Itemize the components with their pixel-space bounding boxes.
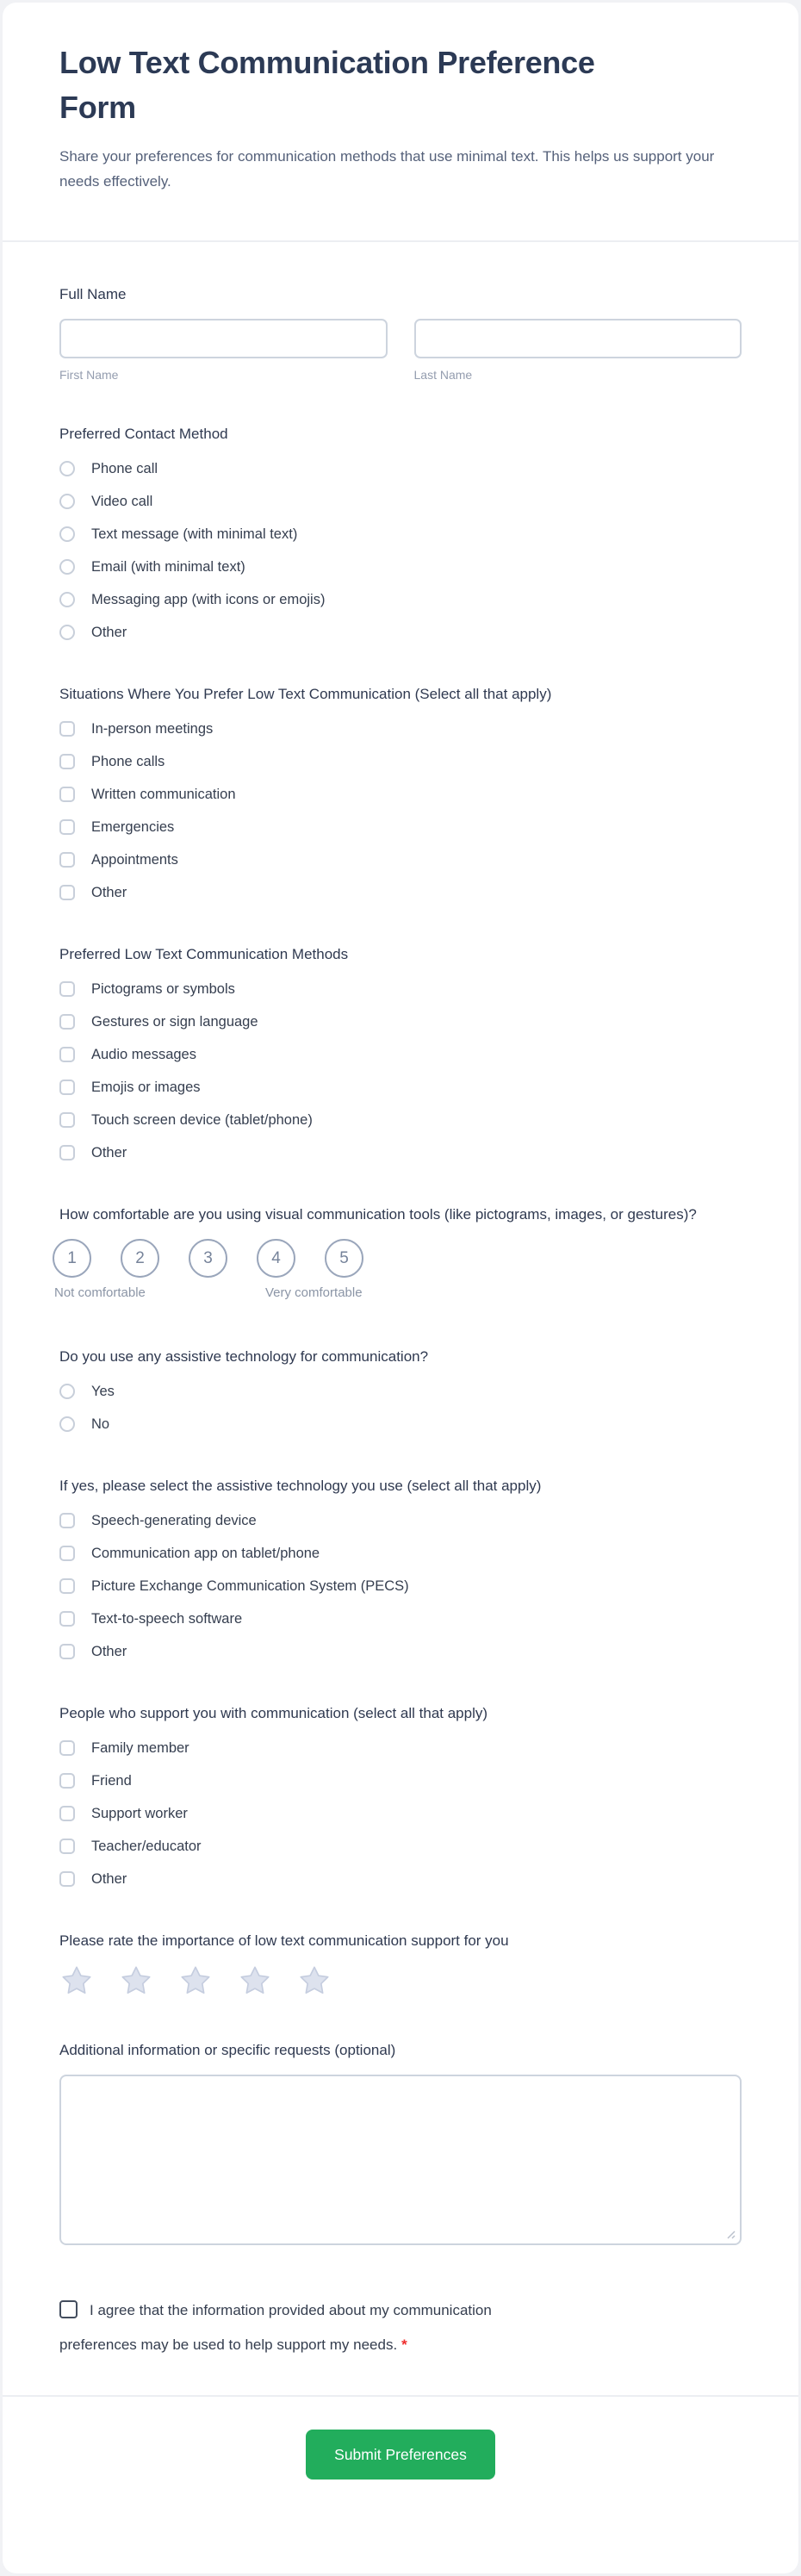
radio-button[interactable] [59,526,75,542]
checkbox-label: Speech-generating device [91,1512,257,1528]
checkbox-option-emergencies[interactable] [59,818,742,837]
submit-button[interactable]: Submit Preferences [306,2430,495,2480]
checkbox[interactable] [59,1513,75,1528]
additional-section [59,2039,742,2245]
checkbox-label: Emojis or images [91,1079,201,1095]
agreement-row [59,2293,559,2362]
checkbox[interactable] [59,1644,75,1659]
checkbox-label: Gestures or sign language [91,1013,258,1030]
additional-label: Additional information or specific requests (optional) [59,2042,396,2058]
checkbox[interactable] [59,754,75,769]
first-name-sublabel: First Name [59,368,119,382]
header-divider [3,240,798,242]
last-name-sublabel: Last Name [413,368,473,382]
checkbox-label: Other [91,884,127,900]
checkbox-option-communication-app[interactable] [59,1544,742,1563]
checkbox[interactable] [59,787,75,802]
form-subtitle: Share your preferences for communication methods that use minimal text. This helps us support your needs effectively. [59,148,715,190]
radio-label: Yes [91,1383,115,1399]
checkbox-label: Other [91,1643,127,1659]
radio-label: Video call [91,493,153,509]
checkbox-option-gestures[interactable] [59,1012,742,1031]
radio-option-yes[interactable] [59,1382,742,1401]
checkbox-label: Friend [91,1772,132,1789]
radio-button[interactable] [59,1384,75,1399]
resize-handle-icon[interactable] [725,2229,736,2239]
scale-option-3[interactable]: 3 [189,1239,227,1278]
scale-option-5[interactable]: 5 [325,1239,363,1278]
radio-button[interactable] [59,494,75,509]
checkbox[interactable] [59,1145,75,1160]
radio-button[interactable] [59,1416,75,1432]
importance-section [59,1930,742,1998]
checkbox-label: Pictograms or symbols [91,980,235,997]
star-icon[interactable] [178,1963,213,1998]
additional-textarea[interactable] [59,2075,742,2245]
checkbox[interactable] [59,1047,75,1062]
checkbox-label: Teacher/educator [91,1838,202,1854]
radio-option-messaging-app[interactable] [59,590,742,609]
checkbox[interactable] [59,1773,75,1789]
checkbox[interactable] [59,1611,75,1627]
checkbox-option-text-to-speech[interactable] [59,1609,742,1628]
checkbox-option-other[interactable] [59,1870,742,1888]
form-body [3,283,798,2362]
checkbox-label: Communication app on tablet/phone [91,1545,320,1561]
checkbox[interactable] [59,885,75,900]
checkbox-label: Text-to-speech software [91,1610,243,1627]
comfort-scale-label: How comfortable are you using visual communication tools (like pictograms, images, or gestures)? [59,1206,697,1223]
radio-button[interactable] [59,559,75,575]
checkbox[interactable] [59,1080,75,1095]
checkbox-label: Other [91,1870,127,1887]
scale-min-label: Not comfortable [54,1285,146,1300]
checkbox-label: Phone calls [91,753,165,769]
radio-label: Phone call [91,460,158,476]
supporters-label: People who support you with communication (select all that apply) [59,1705,488,1721]
radio-button[interactable] [59,592,75,607]
checkbox-option-written-communication[interactable] [59,785,742,804]
checkbox-option-in-person-meetings[interactable] [59,719,742,738]
form-footer [3,2397,798,2521]
first-name-input[interactable] [59,319,388,358]
checkbox-option-support-worker[interactable] [59,1804,742,1823]
checkbox[interactable] [59,721,75,737]
contact-method-label: Preferred Contact Method [59,426,228,442]
star-icon[interactable] [59,1963,94,1998]
checkbox-label: Support worker [91,1805,188,1821]
supporters-section [59,1702,742,1888]
star-rating [59,1963,742,1998]
radio-label: No [91,1416,110,1432]
radio-option-email[interactable] [59,557,742,576]
radio-option-text-message[interactable] [59,525,742,544]
checkbox-option-other[interactable] [59,1143,742,1162]
agreement-checkbox[interactable] [59,2300,78,2318]
checkbox-label: In-person meetings [91,720,214,737]
checkbox-option-pictograms[interactable] [59,980,742,999]
checkbox[interactable] [59,1014,75,1030]
checkbox-option-speech-generating-device[interactable] [59,1511,742,1530]
star-icon[interactable] [238,1963,272,1998]
checkbox-option-phone-calls[interactable] [59,752,742,771]
checkbox[interactable] [59,1871,75,1887]
checkbox[interactable] [59,1839,75,1854]
checkbox-option-friend[interactable] [59,1771,742,1790]
checkbox[interactable] [59,1740,75,1756]
situations-label: Situations Where You Prefer Low Text Communication (Select all that apply) [59,686,552,702]
required-asterisk: * [401,2336,407,2353]
full-name-label: Full Name [59,286,127,302]
checkbox[interactable] [59,1806,75,1821]
checkbox-option-family-member[interactable] [59,1739,742,1758]
radio-option-no[interactable] [59,1415,742,1434]
checkbox-option-emojis[interactable] [59,1078,742,1097]
assistive-label: Do you use any assistive technology for communication? [59,1348,429,1365]
checkbox-option-audio-messages[interactable] [59,1045,742,1064]
checkbox-label: Other [91,1144,127,1160]
star-icon[interactable] [119,1963,153,1998]
radio-option-phone-call[interactable] [59,459,742,478]
radio-option-other[interactable] [59,623,742,642]
assistive-section [59,1346,742,1434]
form-title: Low Text Communication Preference Form [59,45,595,125]
radio-label: Other [91,624,127,640]
checkbox-option-other[interactable] [59,883,742,902]
checkbox-label: Picture Exchange Communication System (PECS) [91,1577,409,1594]
scale-option-1[interactable]: 1 [53,1239,91,1278]
checkbox[interactable] [59,1112,75,1128]
checkbox-label: Emergencies [91,818,175,835]
checkbox-option-appointments[interactable] [59,850,742,869]
checkbox-option-teacher-educator[interactable] [59,1837,742,1856]
importance-label: Please rate the importance of low text communication support for you [59,1932,509,1949]
radio-label: Messaging app (with icons or emojis) [91,591,326,607]
radio-label: Email (with minimal text) [91,558,245,575]
scale-option-2[interactable]: 2 [121,1239,159,1278]
contact-method-section [59,423,742,642]
scale-option-4[interactable]: 4 [257,1239,295,1278]
checkbox-option-touch-screen[interactable] [59,1111,742,1129]
star-icon[interactable] [297,1963,332,1998]
checkbox-option-other[interactable] [59,1642,742,1661]
comfort-scale-section [54,1204,742,1304]
checkbox[interactable] [59,852,75,868]
agreement-text: I agree that the information provided about my communication preferences may be used to help support my needs. [59,2302,492,2353]
checkbox[interactable] [59,819,75,835]
form-card [3,3,798,2573]
situations-section [59,683,742,902]
radio-button[interactable] [59,625,75,640]
radio-option-video-call[interactable] [59,492,742,511]
last-name-input[interactable] [414,319,742,358]
checkbox-label: Appointments [91,851,178,868]
checkbox-label: Audio messages [91,1046,196,1062]
checkbox-label: Written communication [91,786,236,802]
radio-label: Text message (with minimal text) [91,526,298,542]
checkbox-label: Family member [91,1739,189,1756]
assistive-types-label: If yes, please select the assistive technology you use (select all that apply) [59,1478,542,1494]
radio-button[interactable] [59,461,75,476]
low-text-methods-label: Preferred Low Text Communication Methods [59,946,349,962]
checkbox[interactable] [59,1578,75,1594]
assistive-types-section [59,1475,742,1661]
checkbox-label: Touch screen device (tablet/phone) [91,1111,313,1128]
scale-max-label: Very comfortable [265,1285,363,1300]
low-text-methods-section [59,943,742,1162]
full-name-section [59,283,742,382]
checkbox[interactable] [59,1546,75,1561]
checkbox[interactable] [59,981,75,997]
checkbox-option-pecs[interactable] [59,1577,742,1596]
form-header [3,3,798,240]
